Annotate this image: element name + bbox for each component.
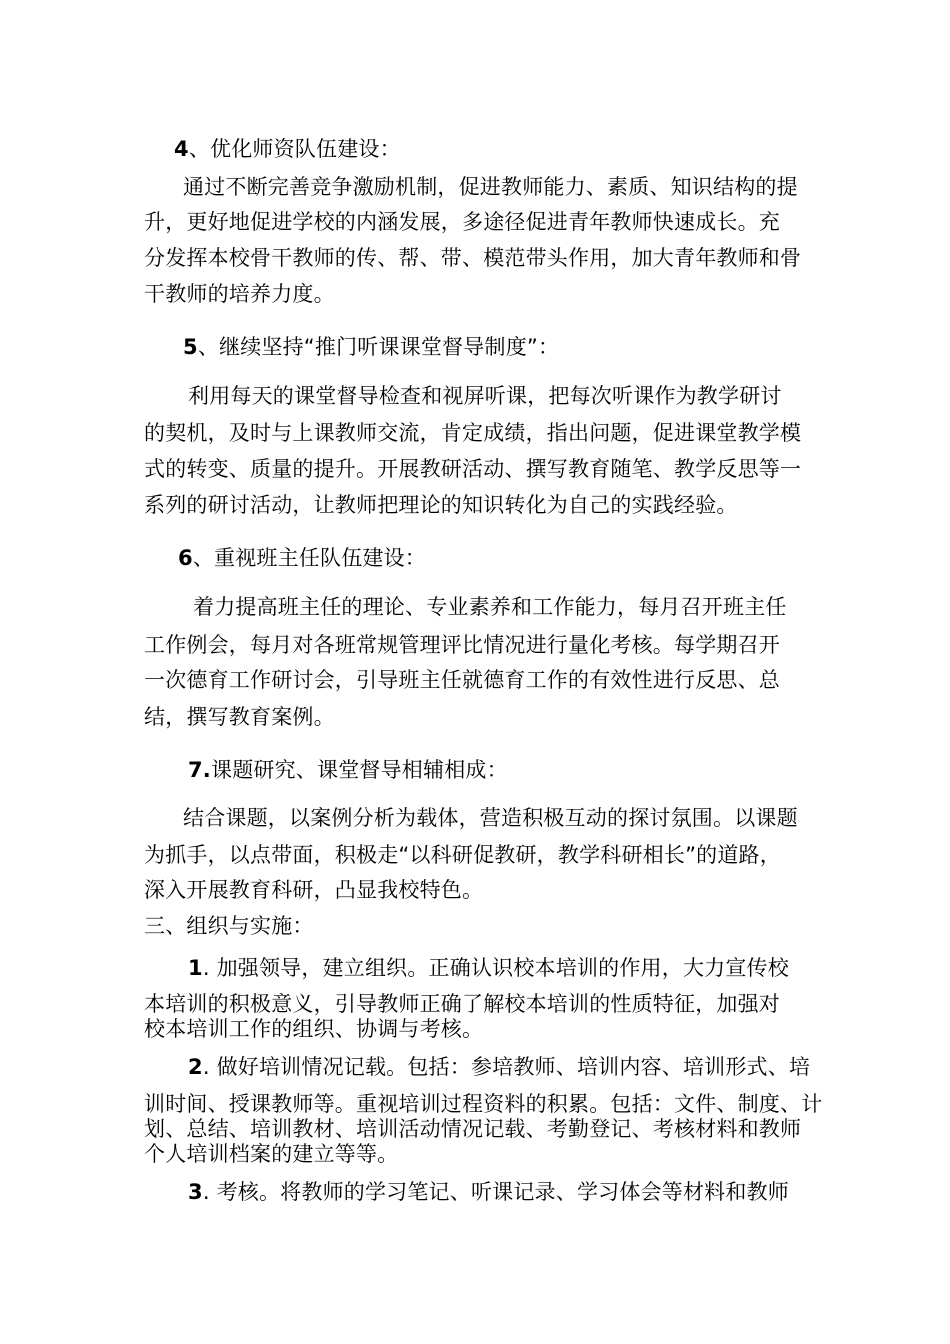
section-6-line-2: 工作例会，每月对各班常规管理评比情况进行量化考核。每学期召开 [144,633,780,657]
section-6-line-1: 着力提高班主任的理论、专业素养和工作能力，每月召开班主任 [193,595,787,619]
section-4-heading [174,136,401,162]
section-5-title: 、继续坚持“推门听课课堂督导制度”： [197,335,560,359]
section-7-heading [188,757,508,783]
section-4-title: 、优化师资队伍建设： [188,137,401,161]
section-4-line-4: 干教师的培养力度。 [144,282,335,306]
item-2-text: . 做好培训情况记载。包括：参培教师、培训内容、培训形式、培 [202,1055,811,1079]
section-5-line-3: 式的转变、质量的提升。开展教研活动、撰写教育随笔、教学反思等一 [144,457,802,481]
section-4-line-1: 通过不断完善竞争激励机制，促进教师能力、素质、知识结构的提 [183,175,798,199]
section-5-heading [183,334,559,360]
item-2-number: 2 [188,1055,203,1079]
section-7-line-2: 为抓手，以点带面，积极走“以科研促教研，教学科研相长”的道路， [144,843,781,867]
item-2-line-4: 个人培训档案的建立等等。 [144,1142,399,1166]
section-6-line-4: 结，撰写教育案例。 [144,705,335,729]
item-1-text: . 加强领导，建立组织。正确认识校本培训的作用，大力宣传校 [202,956,789,980]
section-7-number: 7. [188,758,211,782]
section-6-line-3: 一次德育工作研讨会，引导班主任就德育工作的有效性进行反思、总 [144,668,780,692]
section-6-number: 6 [178,546,193,570]
section-4-number: 4 [174,137,189,161]
item-2-line-1 [188,1054,810,1080]
item-3-text: . 考核。将教师的学习笔记、听课记录、学习体会等材料和教师 [202,1180,789,1204]
item-1-line-1 [188,955,789,981]
item-2-line-2: 训时间、授课教师等。重视培训过程资料的积累。包括：文件、制度、计 [144,1092,823,1116]
section-4-line-2: 升，更好地促进学校的内涵发展，多途径促进青年教师快速成长。充 [144,210,780,234]
section-7-line-1: 结合课题，以案例分析为载体，营造积极互动的探讨氛围。以课题 [183,806,798,830]
part-3-heading: 三、组织与实施： [144,914,314,938]
section-5-line-4: 系列的研讨活动，让教师把理论的知识转化为自己的实践经验。 [144,493,738,517]
section-6-title: 、重视班主任队伍建设： [192,546,427,570]
section-5-number: 5 [183,335,198,359]
item-3-number: 3 [188,1180,203,1204]
item-1-line-3: 校本培训工作的组织、协调与考核。 [144,1017,484,1041]
section-7-line-3: 深入开展教育科研，凸显我校特色。 [144,878,484,902]
item-1-line-2: 本培训的积极意义，引导教师正确了解校本培训的性质特征，加强对 [144,992,780,1016]
item-3-line-1 [188,1179,789,1205]
section-5-line-2: 的契机，及时与上课教师交流，肯定成绩，指出问题，促进课堂教学模 [144,421,802,445]
section-4-line-3: 分发挥本校骨干教师的传、帮、带、模范带头作用，加大青年教师和骨 [144,246,802,270]
item-2-line-3: 划、总结、培训教材、培训活动情况记载、考勤登记、考核材料和教师 [144,1117,802,1141]
section-5-line-1: 利用每天的课堂督导检查和视屏听课，把每次听课作为教学研讨 [188,384,782,408]
section-7-title: 课题研究、课堂督导相辅相成： [211,758,508,782]
item-1-number: 1 [188,956,203,980]
section-6-heading [178,545,426,571]
